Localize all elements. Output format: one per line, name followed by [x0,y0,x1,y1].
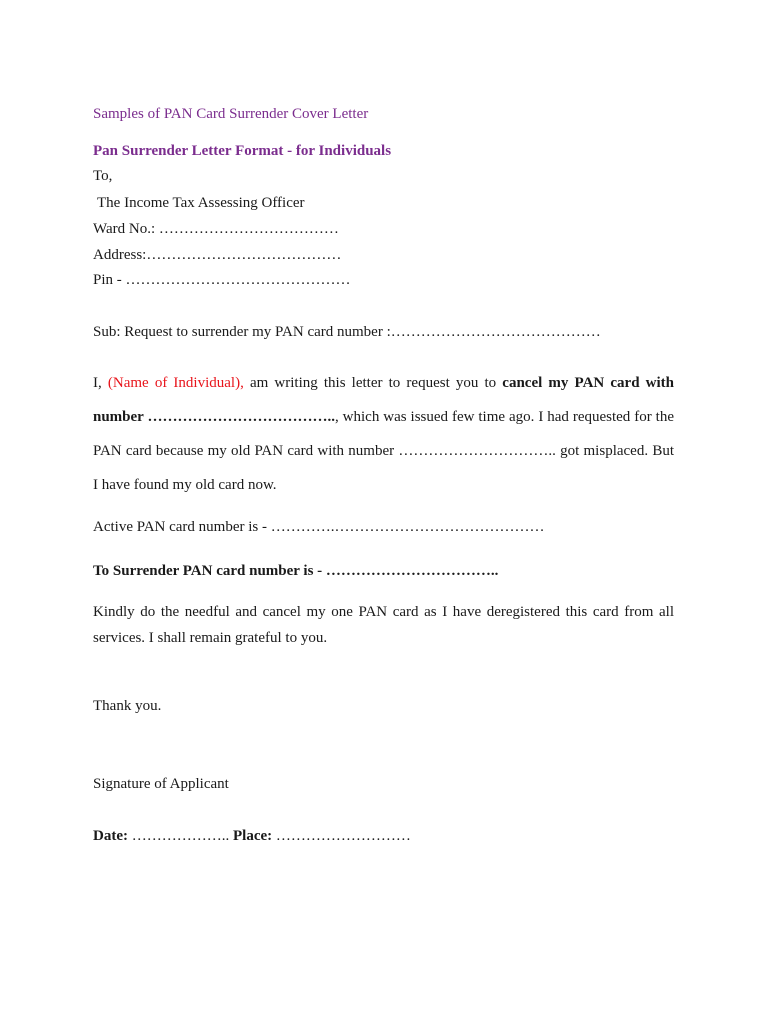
thank-you: Thank you. [93,698,162,714]
place-label: Place: [232,828,273,844]
signature-label: Signature of Applicant [93,776,229,792]
recipient-officer: The Income Tax Assessing Officer [97,195,305,211]
surrender-pan-line: To Surrender PAN card number is - …………………………….. [93,563,499,579]
date-dots: ……………….. [127,828,233,844]
body-i: I, [93,375,108,391]
body-text-1: am writing this letter to request you to [243,375,503,391]
pin-line: Pin - ……………………………………… [93,272,351,288]
cancel-pan-bold: cancel my PAN card with number ……………………………….. [93,375,674,425]
place-dots: ……………………… [272,828,411,844]
format-heading: Pan Surrender Letter Format - for Individuals [93,143,392,159]
document-title: Samples of PAN Card Surrender Cover Letter [93,106,369,122]
salutation-to: To, [93,168,113,184]
body-text-2: , which was issued few time ago. I had requested for the PAN card because my old PAN card with number ………………………….. got misplaced. But I have found my old card now. [93,409,674,493]
kindly-paragraph: Kindly do the needful and cancel my one PAN card as I have deregistered this card from all services. I shall remain grateful to you. [93,604,674,646]
date-label: Date: [93,828,128,844]
body-paragraph [93,366,674,502]
date-place-line [93,827,411,845]
name-placeholder: (Name of Individual), [107,375,244,391]
subject-line: Sub: Request to surrender my PAN card number :…………………………………… [93,324,601,340]
active-pan-line: Active PAN card number is - ………….…………………………………… [93,519,545,535]
ward-no-line: Ward No.: ……………………………… [93,221,339,237]
address-line: Address:………………………………… [93,247,342,263]
